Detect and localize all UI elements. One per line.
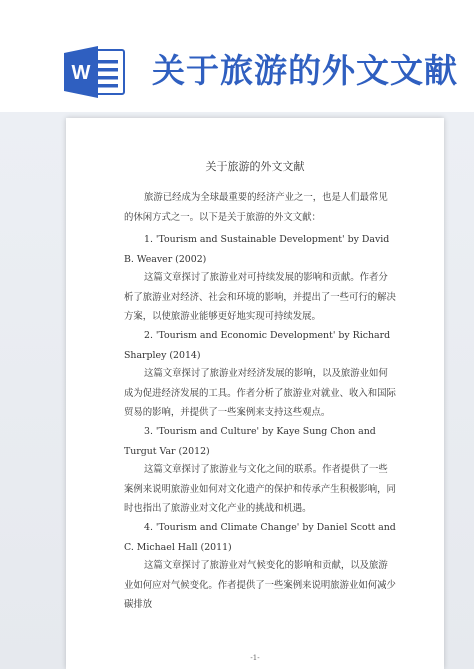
page-number: -1- [250, 654, 260, 662]
summary-3: 这篇文章探讨了旅游业与文化之间的联系。作者提供了一些案例来说明旅游业如何对文化遗产的保护和传承产生积极影响，同时也指出了旅游业对文化产业的挑战和机遇。 [124, 464, 396, 514]
reference-4: 4. 'Tourism and Climate Change' by Daniel Scott and C. Michael Hall (2011) [124, 522, 396, 553]
word-icon-letter: W [71, 62, 91, 84]
reference-3: 3. 'Tourism and Culture' by Kaye Sung Chon and Turgut Var (2012) [124, 426, 376, 457]
banner-title: 关于旅游的外文文献 [152, 51, 458, 90]
reference-1: 1. 'Tourism and Sustainable Development' by David B. Weaver (2002) [124, 234, 390, 265]
intro-paragraph: 旅游已经成为全球最重要的经济产业之一，也是人们最常见的休闲方式之一。以下是关于旅游的外文文献： [124, 192, 388, 223]
word-document-icon [62, 44, 128, 100]
reference-2: 2. 'Tourism and Economic Development' by Richard Sharpley (2014) [124, 330, 391, 361]
summary-2: 这篇文章探讨了旅游业对经济发展的影响，以及旅游业如何成为促进经济发展的工具。作者分析了旅游业对就业、收入和国际贸易的影响，并提供了一些案例来支持这些观点。 [124, 368, 396, 418]
document-title: 关于旅游的外文文献 [205, 160, 305, 173]
summary-4: 这篇文章探讨了旅游业对气候变化的影响和贡献，以及旅游业如何应对气候变化。作者提供了一些案例来说明旅游业如何减少碳排放 [124, 560, 396, 610]
banner [0, 0, 474, 112]
document-page [66, 118, 444, 669]
summary-1: 这篇文章探讨了旅游业对可持续发展的影响和贡献。作者分析了旅游业对经济、社会和环境的影响，并提出了一些可行的解决方案，以使旅游业能够更好地实现可持续发展。 [124, 272, 396, 322]
